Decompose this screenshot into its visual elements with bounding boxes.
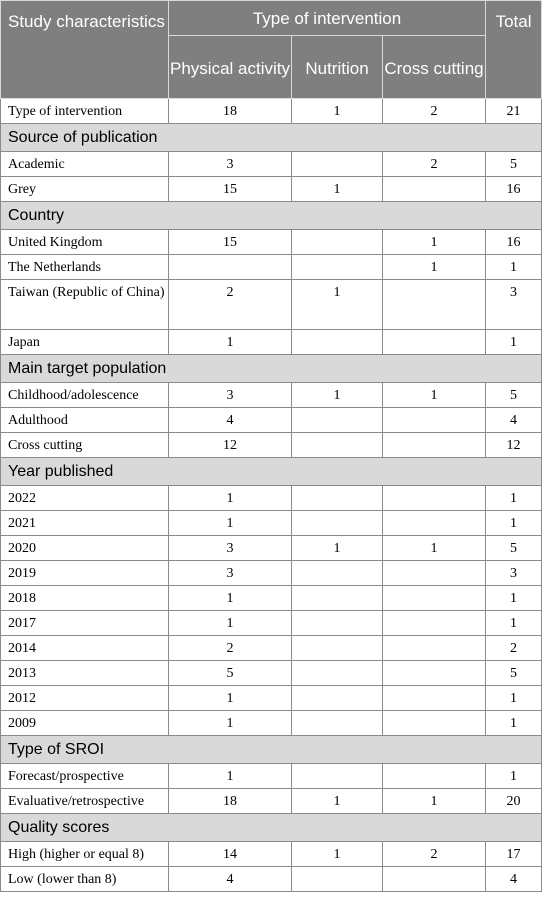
cell-nutrition: 1 <box>292 99 383 124</box>
header-physical-activity: Physical activity <box>169 36 292 99</box>
cell-nutrition: 1 <box>292 383 383 408</box>
table-row <box>1 842 542 867</box>
header-study-characteristics: Study characteristics <box>1 1 169 99</box>
cell-cross-cutting <box>383 408 486 433</box>
table-row <box>1 408 542 433</box>
cell-total: 4 <box>486 408 542 433</box>
cell-nutrition <box>292 764 383 789</box>
cell-total: 5 <box>486 383 542 408</box>
cell-cross-cutting <box>383 611 486 636</box>
section-row <box>1 124 542 152</box>
table-row <box>1 789 542 814</box>
table-row <box>1 611 542 636</box>
section-title: Quality scores <box>1 814 542 842</box>
table-row <box>1 536 542 561</box>
cell-cross-cutting <box>383 586 486 611</box>
cell-total: 5 <box>486 536 542 561</box>
section-title: Country <box>1 202 542 230</box>
cell-physical-activity: 2 <box>169 636 292 661</box>
row-label: 2014 <box>1 636 169 661</box>
cell-total: 1 <box>486 764 542 789</box>
cell-nutrition: 1 <box>292 536 383 561</box>
cell-total: 1 <box>486 586 542 611</box>
cell-physical-activity: 1 <box>169 686 292 711</box>
table-row <box>1 230 542 255</box>
row-label: 2012 <box>1 686 169 711</box>
cell-nutrition <box>292 636 383 661</box>
cell-nutrition <box>292 661 383 686</box>
cell-cross-cutting: 1 <box>383 230 486 255</box>
table-row <box>1 636 542 661</box>
cell-nutrition <box>292 511 383 536</box>
cell-physical-activity: 1 <box>169 330 292 355</box>
table-row <box>1 586 542 611</box>
cell-total: 3 <box>486 280 542 330</box>
cell-physical-activity: 1 <box>169 711 292 736</box>
row-label: The Netherlands <box>1 255 169 280</box>
cell-nutrition <box>292 255 383 280</box>
cell-cross-cutting: 1 <box>383 255 486 280</box>
cell-physical-activity: 12 <box>169 433 292 458</box>
cell-nutrition <box>292 152 383 177</box>
table-row <box>1 255 542 280</box>
cell-physical-activity: 1 <box>169 586 292 611</box>
cell-cross-cutting <box>383 867 486 892</box>
row-label: 2019 <box>1 561 169 586</box>
row-label: Academic <box>1 152 169 177</box>
cell-physical-activity: 4 <box>169 867 292 892</box>
section-title: Source of publication <box>1 124 542 152</box>
header-cross-cutting: Cross cutting <box>383 36 486 99</box>
cell-cross-cutting: 1 <box>383 789 486 814</box>
cell-cross-cutting <box>383 764 486 789</box>
cell-total: 5 <box>486 661 542 686</box>
cell-cross-cutting <box>383 486 486 511</box>
cell-total: 21 <box>486 99 542 124</box>
cell-cross-cutting <box>383 330 486 355</box>
cell-physical-activity: 1 <box>169 511 292 536</box>
row-label: 2009 <box>1 711 169 736</box>
cell-physical-activity: 3 <box>169 561 292 586</box>
cell-nutrition: 1 <box>292 177 383 202</box>
row-label: Type of intervention <box>1 99 169 124</box>
cell-nutrition <box>292 586 383 611</box>
cell-physical-activity: 1 <box>169 486 292 511</box>
section-row <box>1 736 542 764</box>
cell-cross-cutting <box>383 561 486 586</box>
cell-nutrition <box>292 330 383 355</box>
cell-total: 16 <box>486 230 542 255</box>
table-row <box>1 152 542 177</box>
section-row <box>1 202 542 230</box>
cell-nutrition <box>292 611 383 636</box>
cell-total: 5 <box>486 152 542 177</box>
header-total: Total <box>486 1 542 99</box>
cell-physical-activity: 3 <box>169 536 292 561</box>
cell-physical-activity: 3 <box>169 152 292 177</box>
row-label: Adulthood <box>1 408 169 433</box>
cell-physical-activity: 18 <box>169 789 292 814</box>
cell-total: 1 <box>486 255 542 280</box>
table-row <box>1 99 542 124</box>
row-label: Grey <box>1 177 169 202</box>
cell-physical-activity: 15 <box>169 230 292 255</box>
cell-cross-cutting <box>383 511 486 536</box>
cell-total: 1 <box>486 511 542 536</box>
cell-total: 1 <box>486 711 542 736</box>
cell-total: 12 <box>486 433 542 458</box>
row-label: Cross cutting <box>1 433 169 458</box>
cell-nutrition <box>292 561 383 586</box>
section-row <box>1 814 542 842</box>
cell-nutrition: 1 <box>292 842 383 867</box>
table-row <box>1 486 542 511</box>
cell-total: 20 <box>486 789 542 814</box>
cell-total: 17 <box>486 842 542 867</box>
table-row <box>1 661 542 686</box>
cell-nutrition <box>292 686 383 711</box>
cell-total: 1 <box>486 611 542 636</box>
cell-total: 1 <box>486 330 542 355</box>
row-label: Forecast/prospective <box>1 764 169 789</box>
cell-cross-cutting: 1 <box>383 383 486 408</box>
cell-cross-cutting <box>383 280 486 330</box>
cell-total: 16 <box>486 177 542 202</box>
cell-total: 3 <box>486 561 542 586</box>
row-label: 2013 <box>1 661 169 686</box>
cell-physical-activity: 1 <box>169 764 292 789</box>
table-header <box>1 1 542 99</box>
table-row <box>1 177 542 202</box>
section-row <box>1 355 542 383</box>
cell-nutrition <box>292 408 383 433</box>
section-row <box>1 458 542 486</box>
cell-cross-cutting: 2 <box>383 152 486 177</box>
section-title: Main target population <box>1 355 542 383</box>
row-label: United Kingdom <box>1 230 169 255</box>
cell-total: 1 <box>486 686 542 711</box>
table-row <box>1 764 542 789</box>
cell-total: 1 <box>486 486 542 511</box>
table-row <box>1 867 542 892</box>
cell-physical-activity: 2 <box>169 280 292 330</box>
row-label: Evaluative/retrospective <box>1 789 169 814</box>
row-label: 2022 <box>1 486 169 511</box>
cell-cross-cutting <box>383 433 486 458</box>
row-label: Childhood/adolescence <box>1 383 169 408</box>
section-title: Type of SROI <box>1 736 542 764</box>
table-row <box>1 511 542 536</box>
row-label: 2020 <box>1 536 169 561</box>
row-label: Taiwan (Republic of China) <box>1 280 169 330</box>
cell-physical-activity: 1 <box>169 611 292 636</box>
cell-nutrition <box>292 867 383 892</box>
table-row <box>1 711 542 736</box>
cell-cross-cutting: 1 <box>383 536 486 561</box>
cell-cross-cutting <box>383 661 486 686</box>
cell-physical-activity: 5 <box>169 661 292 686</box>
table-row <box>1 383 542 408</box>
row-label: 2018 <box>1 586 169 611</box>
cell-nutrition <box>292 711 383 736</box>
cell-nutrition <box>292 433 383 458</box>
cell-physical-activity <box>169 255 292 280</box>
row-label: 2017 <box>1 611 169 636</box>
table-row <box>1 686 542 711</box>
cell-cross-cutting: 2 <box>383 99 486 124</box>
row-label: 2021 <box>1 511 169 536</box>
cell-cross-cutting <box>383 177 486 202</box>
cell-nutrition: 1 <box>292 280 383 330</box>
cell-physical-activity: 14 <box>169 842 292 867</box>
cell-total: 2 <box>486 636 542 661</box>
cell-nutrition <box>292 230 383 255</box>
table-row <box>1 433 542 458</box>
cell-physical-activity: 18 <box>169 99 292 124</box>
section-title: Year published <box>1 458 542 486</box>
cell-total: 4 <box>486 867 542 892</box>
row-label: Low (lower than 8) <box>1 867 169 892</box>
table-body <box>1 99 542 892</box>
row-label: Japan <box>1 330 169 355</box>
cell-cross-cutting: 2 <box>383 842 486 867</box>
cell-cross-cutting <box>383 636 486 661</box>
header-nutrition: Nutrition <box>292 36 383 99</box>
table-row <box>1 280 542 330</box>
cell-nutrition: 1 <box>292 789 383 814</box>
cell-physical-activity: 4 <box>169 408 292 433</box>
table-row <box>1 561 542 586</box>
cell-cross-cutting <box>383 686 486 711</box>
header-type-of-intervention: Type of intervention <box>169 1 486 36</box>
table-row <box>1 330 542 355</box>
cell-physical-activity: 15 <box>169 177 292 202</box>
cell-cross-cutting <box>383 711 486 736</box>
cell-nutrition <box>292 486 383 511</box>
row-label: High (higher or equal 8) <box>1 842 169 867</box>
cell-physical-activity: 3 <box>169 383 292 408</box>
